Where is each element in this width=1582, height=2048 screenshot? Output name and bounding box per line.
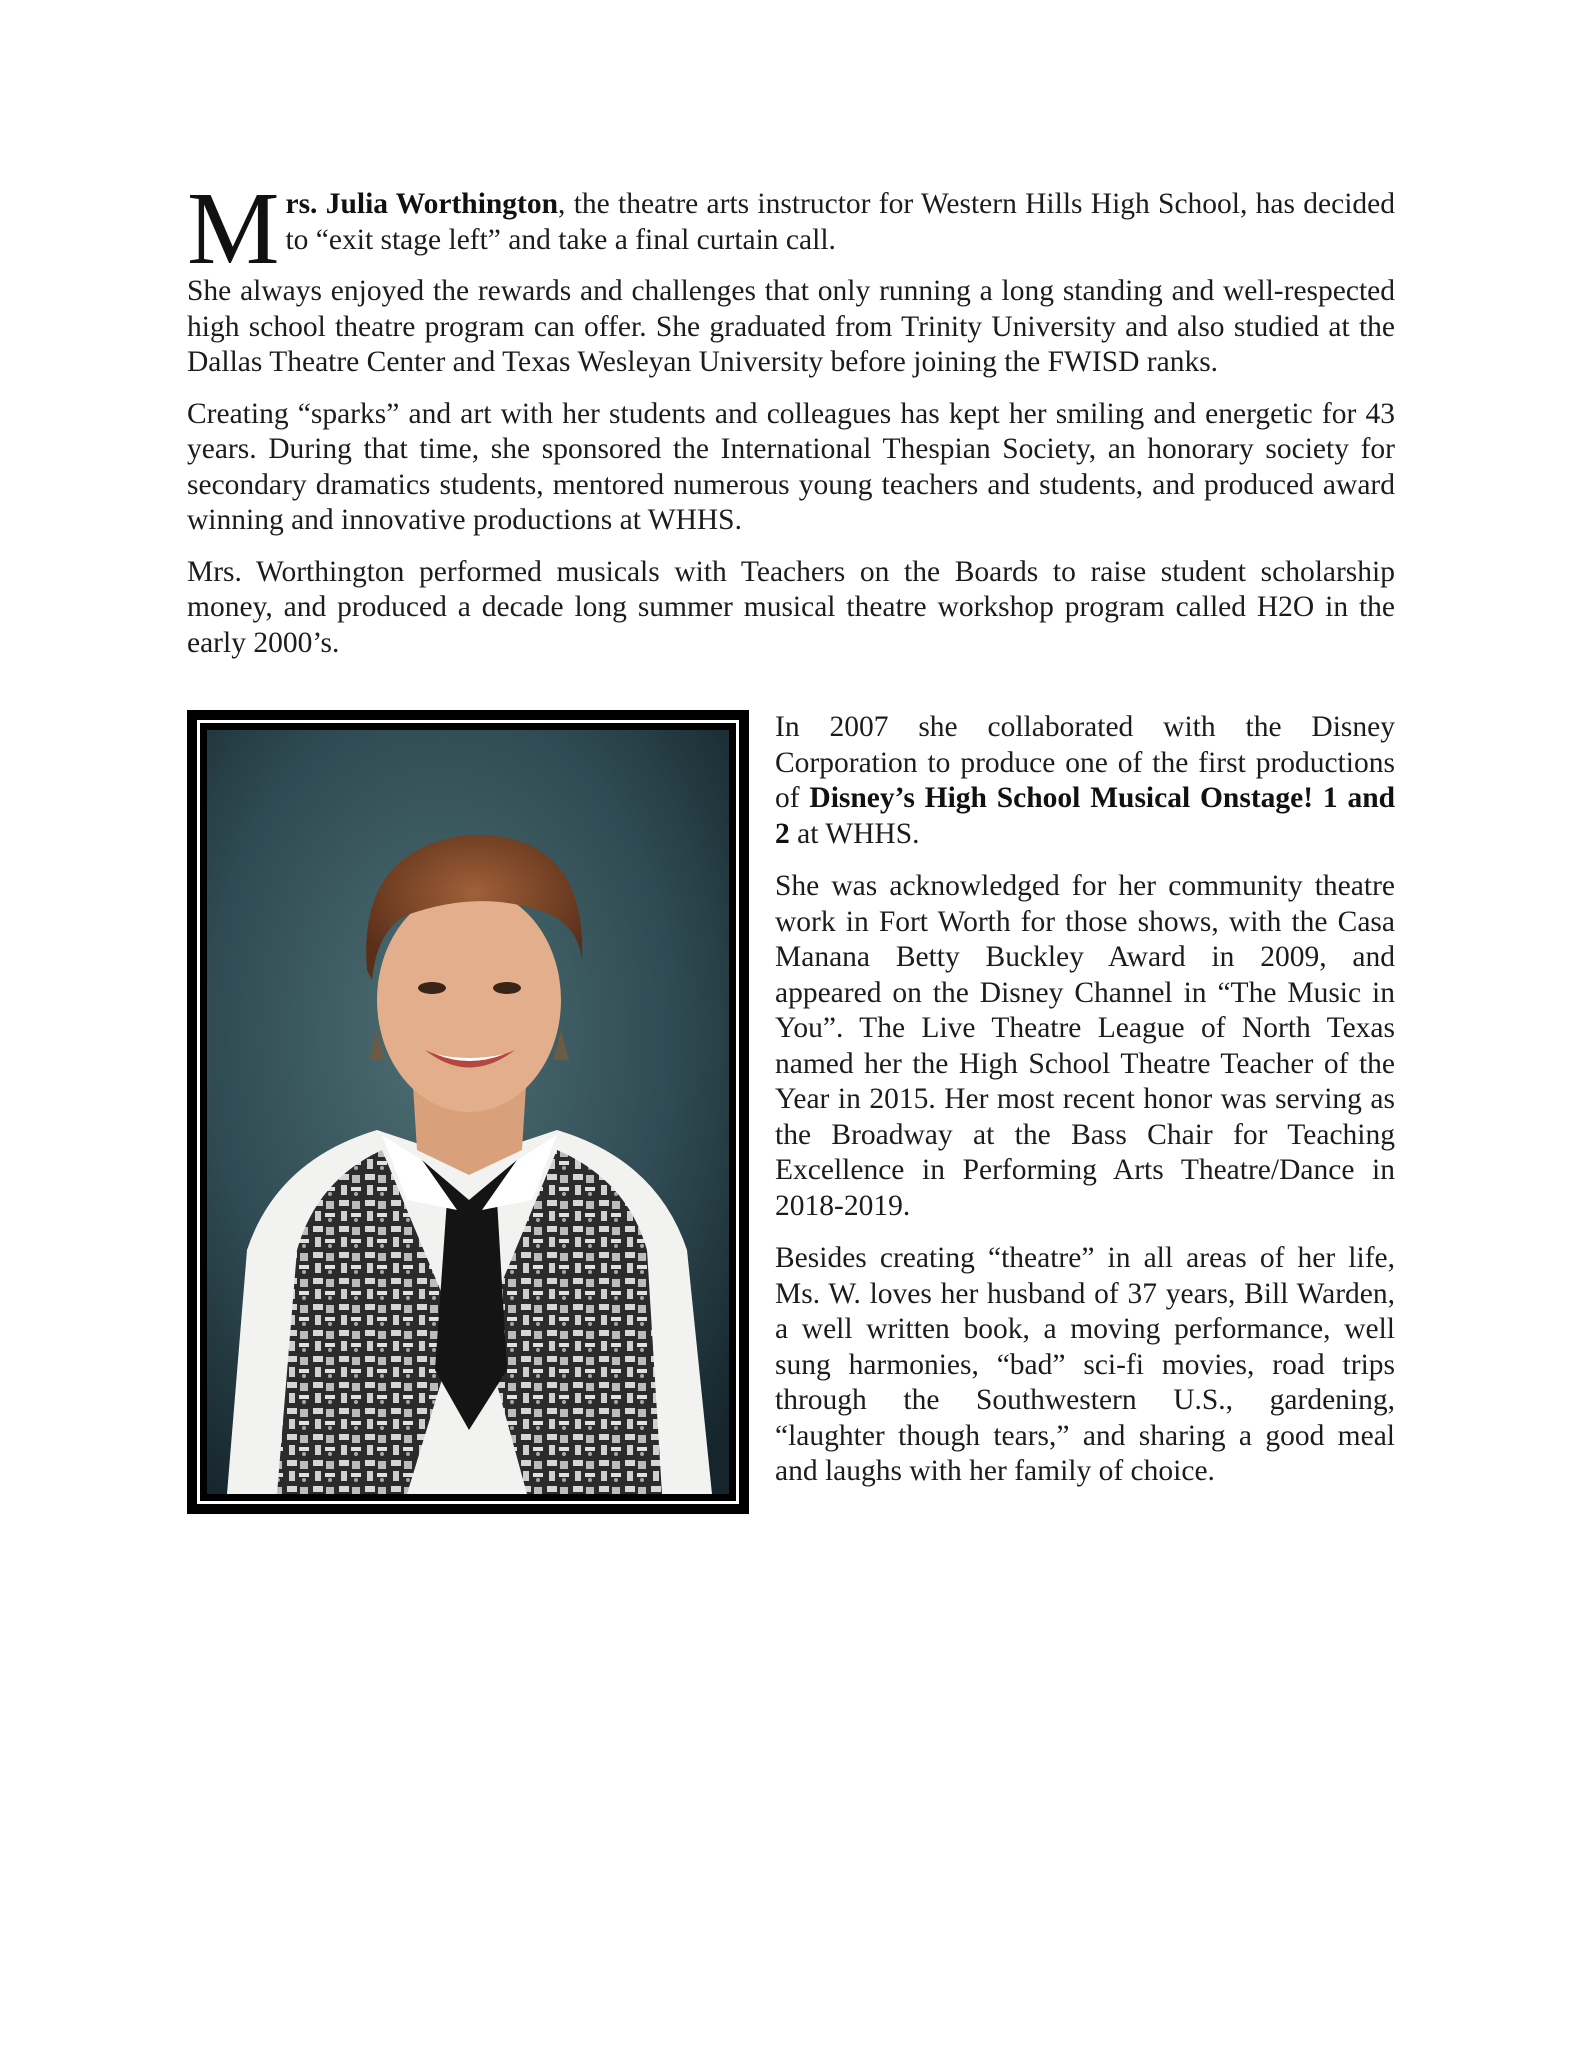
paragraph-disney	[775, 710, 1395, 852]
portrait-photo	[207, 730, 729, 1494]
paragraph-personal: Besides creating “theatre” in all areas of her life, Ms. W. loves her husband of 37 years, Bill Warden, a well written book, a moving performance, well sung harmonies, “bad” sci-fi movies, road trips through the Southwestern U.S., gardening, “laughter though tears,” and sharing a good meal and laughs with her family of choice.	[775, 1242, 1395, 1487]
paragraph-awards: She was acknowledged for her community theatre work in Fort Worth for those shows, with the Casa Manana Betty Buckley Award in 2009, and appeared on the Disney Channel in “The Music in You”. The Live Theatre League of North Texas named her the High School Theatre Teacher of the Year in 2015. Her most recent honor was serving as the Broadway at the Bass Chair for Teaching Excellence in Performing Arts Theatre/Dance in 2018-2019.	[775, 870, 1395, 1222]
disney-production-title: Disney’s High School Musical Onstage! 1 and 2	[775, 782, 1396, 850]
right-column	[775, 710, 1395, 1507]
paragraph-sparks: Creating “sparks” and art with her students and colleagues has kept her smiling and energetic for 43 years. During that time, she sponsored the International Thespian Society, an honorary society for secondary dramatics students, mentored numerous young teachers and students, and produced award winning and innovative productions at WHHS.	[187, 397, 1395, 536]
portrait-image	[207, 730, 729, 1494]
top-text	[187, 171, 1395, 677]
disney-text-after: at WHHS.	[789, 817, 920, 850]
portrait-frame	[187, 710, 749, 1514]
disney-text-before: In 2007 she collaborated with the Disney Corporation to produce one of the first productions of	[775, 711, 1395, 814]
paragraph-musicals: Mrs. Worthington performed musicals with Teachers on the Boards to raise student scholarship money, and produced a decade long summer musical theatre workshop program called H2O in the early 2000’s.	[187, 555, 1395, 659]
paragraph-career: She always enjoyed the rewards and challenges that only running a long standing and well-respected high school theatre program can offer. She graduated from Trinity University and also studied at the Dallas Theatre Center and Texas Wesleyan University before joining the FWISD ranks.	[187, 275, 1395, 378]
intro-text: , the theatre arts instructor for Western Hills High School, has decided to “exit stage left” and take a final curtain call.	[285, 188, 1395, 256]
drop-cap: M	[187, 171, 280, 286]
teacher-name: rs. Julia Worthington	[285, 188, 559, 220]
intro-paragraph	[187, 171, 1395, 286]
